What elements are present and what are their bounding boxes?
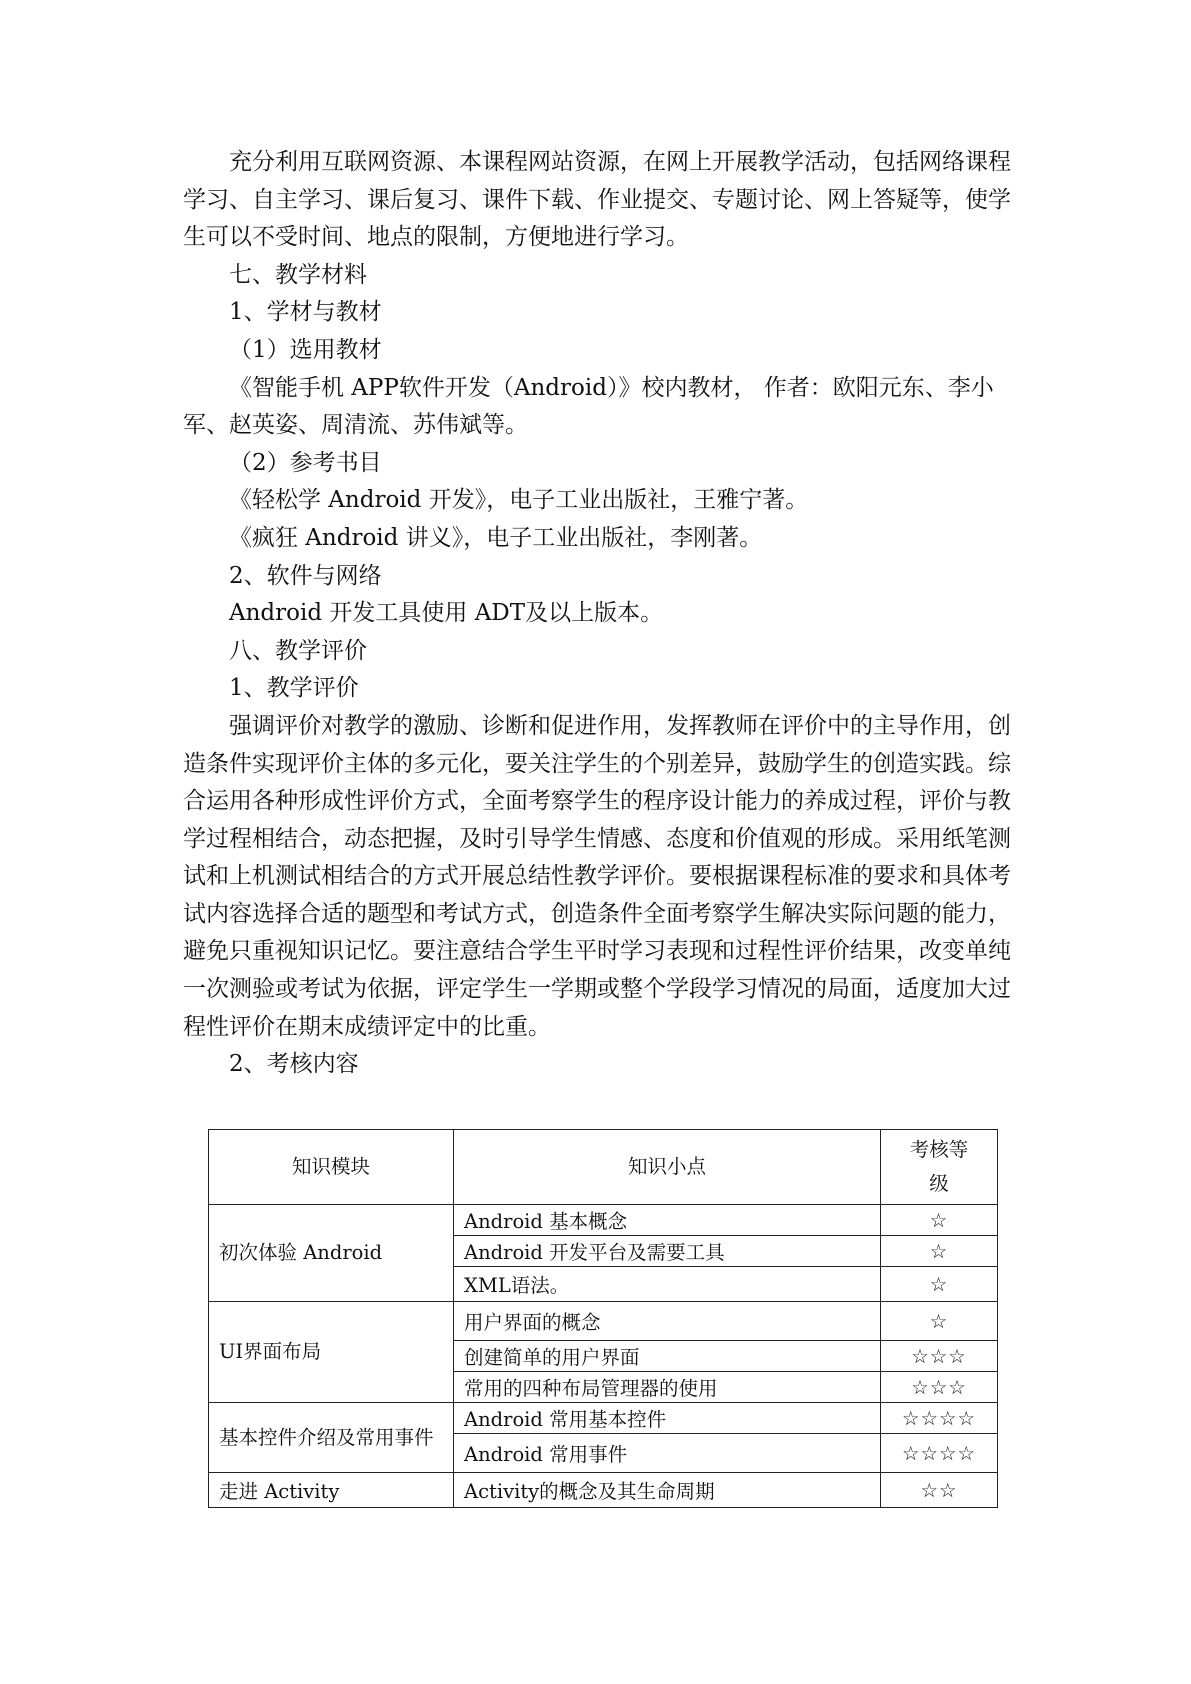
grade-cell: ☆ xyxy=(881,1302,998,1341)
point-cell: 用户界面的概念 xyxy=(454,1302,881,1341)
subheading-textbooks: 1、学材与教材 xyxy=(229,299,382,326)
point-cell: Android 常用事件 xyxy=(454,1434,881,1473)
paragraph-textbook-info: 《智能手机 APP软件开发（Android）》校内教材， 作者：欧阳元东、李小军、赵英姿、周清流、苏伟斌等。 xyxy=(183,374,994,439)
point-cell: Android 开发平台及需要工具 xyxy=(454,1236,881,1267)
header-grade: 考核等级 xyxy=(881,1130,998,1205)
point-cell: 常用的四种布局管理器的使用 xyxy=(454,1372,881,1403)
subheading-selected-textbook: （1）选用教材 xyxy=(229,336,382,363)
grade-cell: ☆☆☆ xyxy=(881,1341,998,1372)
module-cell: 初次体验 Android xyxy=(209,1205,454,1302)
paragraph-evaluation-details: 强调评价对教学的激励、诊断和促进作用，发挥教师在评价中的主导作用，创造条件实现评价主体的多元化，要关注学生的个别差异，鼓励学生的创造实践。综合运用各种形成性评价方式，全面考察学生的程序设计能力的养成过程，评价与教学过程相结合，动态把握，及时引导学生情感、态度和价值观的形成。采用纸笔测试和上机测试相结合的方式开展总结性教学评价。要根据课程标准的要求和具体考试内容选择合适的题型和考试方式，创造条件全面考察学生解决实际问题的能力，避免只重视知识记忆。要注意结合学生平时学习表现和过程性评价结果，改变单纯一次测验或考试为依据，评定学生一学期或整个学段学习情况的局面，适度加大过程性评价在期末成绩评定中的比重。 xyxy=(183,712,1011,1040)
subheading-software-network: 2、软件与网络 xyxy=(229,562,382,589)
assessment-table xyxy=(208,1129,998,1508)
point-cell: Activity的概念及其生命周期 xyxy=(454,1473,881,1508)
table-row xyxy=(209,1473,998,1508)
point-cell: XML语法。 xyxy=(454,1267,881,1302)
table-header-row xyxy=(209,1130,998,1205)
body-text xyxy=(183,144,1013,1084)
heading-teaching-evaluation: 八、教学评价 xyxy=(229,637,367,664)
point-cell: Android 常用基本控件 xyxy=(454,1403,881,1434)
subheading-assessment-content: 2、考核内容 xyxy=(229,1051,359,1078)
module-cell: UI界面布局 xyxy=(209,1302,454,1403)
reference-book-1: 《轻松学 Android 开发》，电子工业出版社，王雅宁著。 xyxy=(229,487,809,514)
grade-cell: ☆ xyxy=(881,1236,998,1267)
grade-cell: ☆☆ xyxy=(881,1473,998,1508)
subheading-teaching-evaluation: 1、教学评价 xyxy=(229,675,359,702)
grade-cell: ☆ xyxy=(881,1205,998,1236)
heading-teaching-materials: 七、教学材料 xyxy=(229,261,367,288)
grade-cell: ☆ xyxy=(881,1267,998,1302)
grade-cell: ☆☆☆☆ xyxy=(881,1403,998,1434)
module-cell: 走进 Activity xyxy=(209,1473,454,1508)
point-cell: Android 基本概念 xyxy=(454,1205,881,1236)
table-row xyxy=(209,1205,998,1236)
grade-cell: ☆☆☆☆ xyxy=(881,1434,998,1473)
paragraph-dev-tools: Android 开发工具使用 ADT及以上版本。 xyxy=(229,600,664,627)
table-row xyxy=(209,1302,998,1341)
paragraph-online-resources: 充分利用互联网资源、本课程网站资源，在网上开展教学活动，包括网络课程学习、自主学习、课后复习、课件下载、作业提交、专题讨论、网上答疑等，使学生可以不受时间、地点的限制，方便地进行学习。 xyxy=(183,149,1011,251)
table-row xyxy=(209,1403,998,1434)
subheading-reference-books: （2）参考书目 xyxy=(229,449,382,476)
header-point: 知识小点 xyxy=(454,1130,881,1205)
header-module: 知识模块 xyxy=(209,1130,454,1205)
module-cell: 基本控件介绍及常用事件 xyxy=(209,1403,454,1473)
reference-book-2: 《疯狂 Android 讲义》，电子工业出版社，李刚著。 xyxy=(229,524,763,551)
grade-cell: ☆☆☆ xyxy=(881,1372,998,1403)
point-cell: 创建简单的用户界面 xyxy=(454,1341,881,1372)
